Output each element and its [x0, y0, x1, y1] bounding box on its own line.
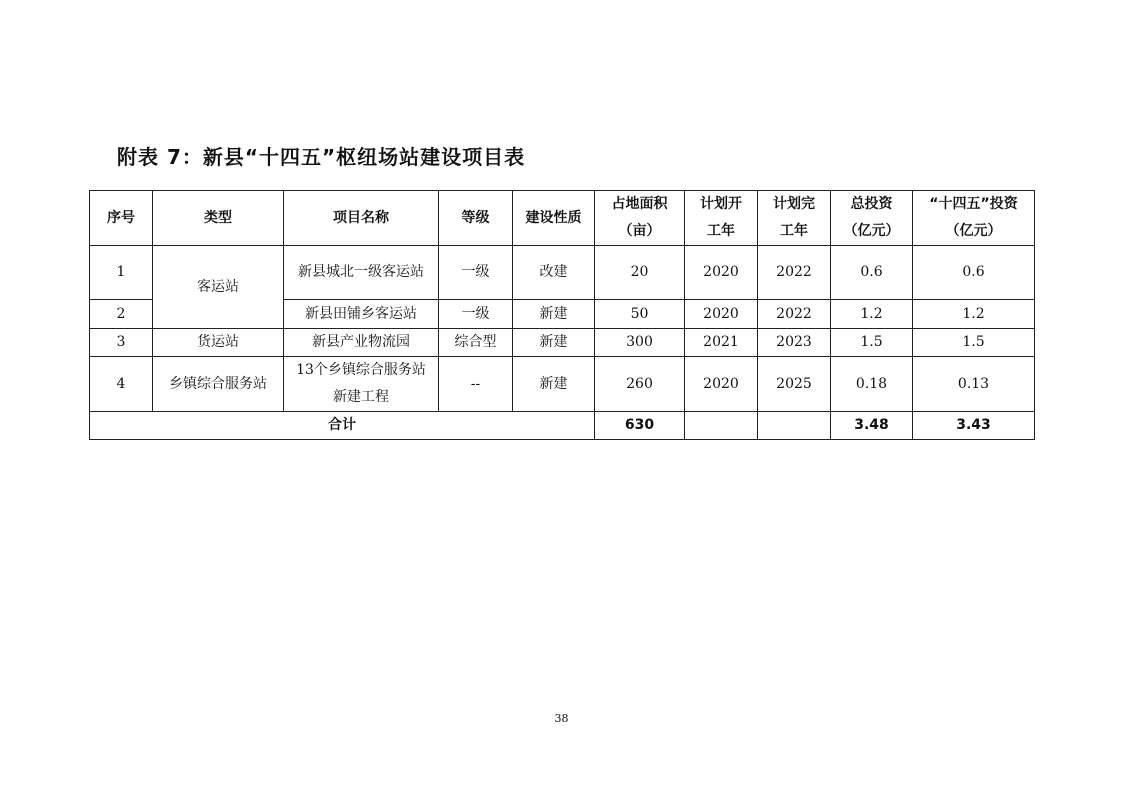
cell-start: 2020	[685, 357, 758, 412]
cell-invest: 0.6	[831, 246, 913, 300]
cell-grade: 综合型	[439, 329, 513, 357]
header-end-line1: 计划完	[773, 196, 815, 212]
table-row	[90, 246, 1035, 300]
cell-area: 300	[595, 329, 685, 357]
cell-nature: 改建	[513, 246, 595, 300]
cell-name: 新县城北一级客运站	[284, 246, 439, 300]
cell-type: 货运站	[153, 329, 284, 357]
cell-name: 13个乡镇综合服务站新建工程	[284, 357, 439, 412]
cell-nature: 新建	[513, 300, 595, 329]
cell-plan: 0.13	[913, 357, 1035, 412]
header-plan-investment	[913, 191, 1035, 246]
cell-start: 2020	[685, 300, 758, 329]
table-title: 附表 7：新县“十四五”枢纽场站建设项目表	[117, 145, 526, 169]
table-row	[90, 357, 1035, 412]
header-end-line2: 工年	[780, 223, 808, 239]
header-area	[595, 191, 685, 246]
total-area: 630	[595, 412, 685, 440]
header-invest-line2: （亿元）	[843, 223, 900, 239]
cell-area: 50	[595, 300, 685, 329]
header-start-year	[685, 191, 758, 246]
header-start-line2: 工年	[707, 223, 735, 239]
cell-area: 260	[595, 357, 685, 412]
total-label: 合计	[90, 412, 595, 440]
header-plan-line1: “十四五”投资	[929, 196, 1018, 212]
cell-end: 2022	[758, 246, 831, 300]
header-invest-line1: 总投资	[850, 196, 893, 212]
header-area-line2: （亩）	[618, 223, 661, 239]
cell-invest: 1.2	[831, 300, 913, 329]
cell-start: 2020	[685, 246, 758, 300]
page-number: 38	[554, 712, 569, 725]
header-end-year	[758, 191, 831, 246]
cell-start: 2021	[685, 329, 758, 357]
total-invest: 3.48	[831, 412, 913, 440]
header-seq: 序号	[90, 191, 153, 246]
project-table	[89, 190, 1035, 440]
cell-nature: 新建	[513, 329, 595, 357]
header-type: 类型	[153, 191, 284, 246]
cell-seq: 3	[90, 329, 153, 357]
header-start-line1: 计划开	[700, 196, 742, 212]
total-row	[90, 412, 1035, 440]
header-name: 项目名称	[284, 191, 439, 246]
cell-end: 2025	[758, 357, 831, 412]
cell-seq: 4	[90, 357, 153, 412]
cell-grade: 一级	[439, 300, 513, 329]
table-row	[90, 329, 1035, 357]
cell-name: 新县田铺乡客运站	[284, 300, 439, 329]
header-area-line1: 占地面积	[611, 196, 668, 212]
total-plan: 3.43	[913, 412, 1035, 440]
total-start	[685, 412, 758, 440]
cell-end: 2023	[758, 329, 831, 357]
total-end	[758, 412, 831, 440]
cell-plan: 1.2	[913, 300, 1035, 329]
cell-name: 新县产业物流园	[284, 329, 439, 357]
cell-seq: 1	[90, 246, 153, 300]
cell-seq: 2	[90, 300, 153, 329]
cell-grade: 一级	[439, 246, 513, 300]
cell-type: 乡镇综合服务站	[153, 357, 284, 412]
cell-invest: 0.18	[831, 357, 913, 412]
cell-plan: 0.6	[913, 246, 1035, 300]
table-header-row	[90, 191, 1035, 246]
header-plan-line2: （亿元）	[945, 223, 1002, 239]
cell-area: 20	[595, 246, 685, 300]
cell-type: 客运站	[153, 246, 284, 329]
header-total-investment	[831, 191, 913, 246]
cell-end: 2022	[758, 300, 831, 329]
cell-plan: 1.5	[913, 329, 1035, 357]
cell-grade: --	[439, 357, 513, 412]
cell-nature: 新建	[513, 357, 595, 412]
header-nature: 建设性质	[513, 191, 595, 246]
header-grade: 等级	[439, 191, 513, 246]
cell-invest: 1.5	[831, 329, 913, 357]
